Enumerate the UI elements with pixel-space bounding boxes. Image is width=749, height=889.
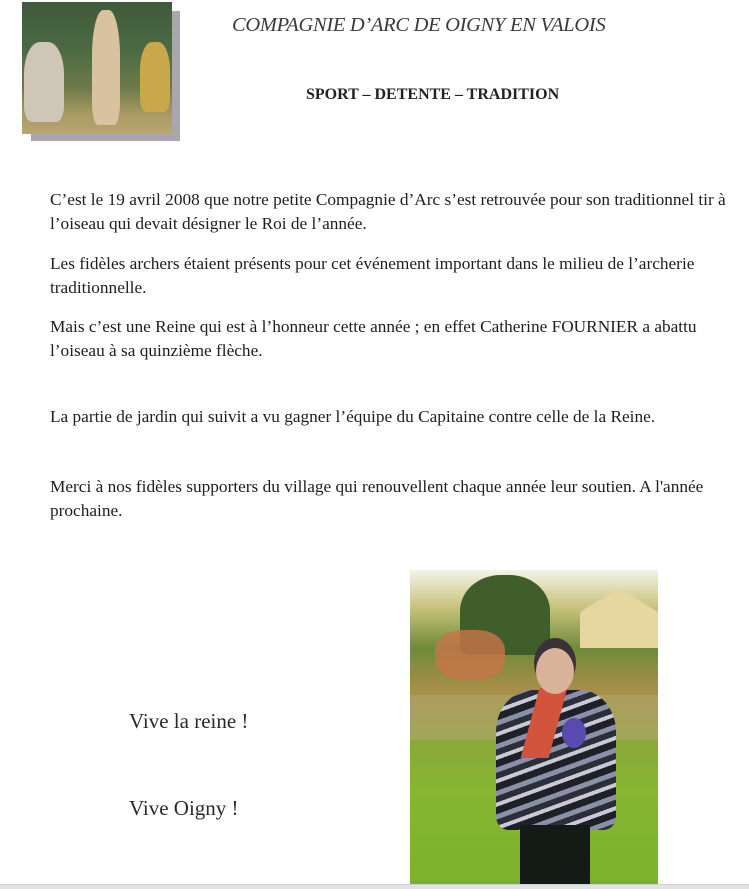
paragraph-queen: Mais c’est une Reine qui est à l’honneur cette année ; en effet Catherine FOURNIER a abattu l’oiseau à sa quinzième flèche. [50, 317, 697, 360]
cheer-queen: Vive la reine ! [129, 709, 249, 733]
paragraph-thanks: Merci à nos fidèles supporters du village qui renouvellent chaque année leur soutien. A l'année prochaine. [50, 477, 704, 520]
document-subtitle: SPORT – DETENTE – TRADITION [306, 86, 560, 103]
queen-photo [410, 570, 658, 884]
painting-image [22, 2, 172, 134]
document-title: COMPAGNIE D’ARC DE OIGNY EN VALOIS [232, 14, 606, 36]
paragraph-date: C’est le 19 avril 2008 que notre petite Compagnie d’Arc s’est retrouvée pour son traditionnel tir à l’oiseau qui devait désigner le Roi de l’année. [50, 190, 726, 233]
cheer-oigny: Vive Oigny ! [129, 796, 239, 820]
paragraph-archers: Les fidèles archers étaient présents pour cet événement important dans le milieu de l’archerie traditionnelle. [50, 254, 695, 297]
paragraph-garden-game: La partie de jardin qui suivit a vu gagner l’équipe du Capitaine contre celle de la Reine. [50, 407, 656, 426]
page-bottom-edge [0, 884, 749, 889]
